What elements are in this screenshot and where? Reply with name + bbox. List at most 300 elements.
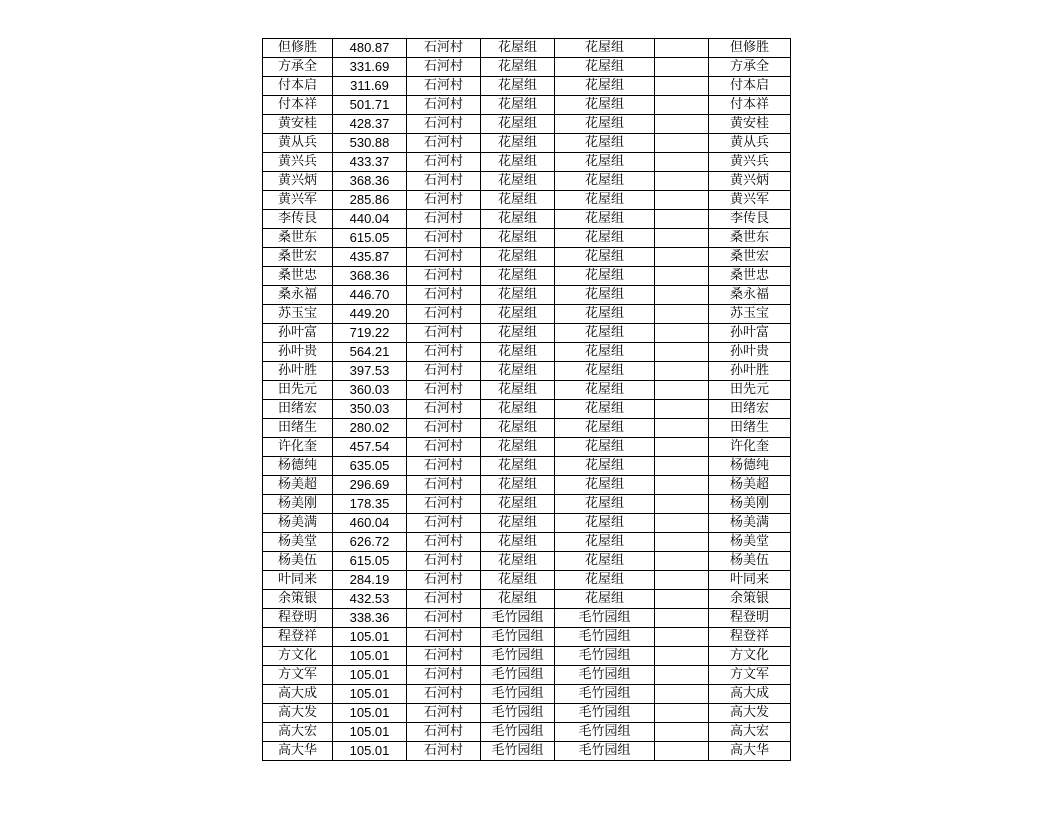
name-cell: 杨美伍 <box>263 552 333 571</box>
group-cell-2: 花屋组 <box>555 362 655 381</box>
name-cell-2: 程登明 <box>709 609 791 628</box>
village-cell: 石河村 <box>407 229 481 248</box>
name-cell-2: 付本启 <box>709 77 791 96</box>
village-cell: 石河村 <box>407 77 481 96</box>
name-cell-2: 孙叶胜 <box>709 362 791 381</box>
area-cell: 360.03 <box>333 381 407 400</box>
group-cell-2: 花屋组 <box>555 267 655 286</box>
group-cell-2: 花屋组 <box>555 533 655 552</box>
blank-cell <box>655 495 709 514</box>
name-cell: 黄安桂 <box>263 115 333 134</box>
group-cell: 花屋组 <box>481 267 555 286</box>
area-cell: 311.69 <box>333 77 407 96</box>
name-cell-2: 高大发 <box>709 704 791 723</box>
blank-cell <box>655 229 709 248</box>
name-cell: 黄兴兵 <box>263 153 333 172</box>
blank-cell <box>655 723 709 742</box>
name-cell-2: 黄从兵 <box>709 134 791 153</box>
group-cell: 花屋组 <box>481 172 555 191</box>
area-cell: 178.35 <box>333 495 407 514</box>
name-cell-2: 余策银 <box>709 590 791 609</box>
name-cell: 桑世忠 <box>263 267 333 286</box>
area-cell: 368.36 <box>333 267 407 286</box>
area-cell: 105.01 <box>333 723 407 742</box>
blank-cell <box>655 666 709 685</box>
blank-cell <box>655 533 709 552</box>
group-cell: 花屋组 <box>481 153 555 172</box>
group-cell: 花屋组 <box>481 210 555 229</box>
village-cell: 石河村 <box>407 115 481 134</box>
name-cell-2: 苏玉宝 <box>709 305 791 324</box>
group-cell: 花屋组 <box>481 39 555 58</box>
area-cell: 331.69 <box>333 58 407 77</box>
table-row <box>263 723 791 742</box>
name-cell: 桑世东 <box>263 229 333 248</box>
table-row <box>263 571 791 590</box>
group-cell-2: 花屋组 <box>555 96 655 115</box>
name-cell: 黄兴军 <box>263 191 333 210</box>
group-cell-2: 毛竹园组 <box>555 704 655 723</box>
name-cell: 方文军 <box>263 666 333 685</box>
name-cell: 许化奎 <box>263 438 333 457</box>
table-row <box>263 210 791 229</box>
name-cell: 杨美满 <box>263 514 333 533</box>
village-cell: 石河村 <box>407 457 481 476</box>
area-cell: 530.88 <box>333 134 407 153</box>
village-cell: 石河村 <box>407 343 481 362</box>
table-row <box>263 286 791 305</box>
name-cell-2: 方承全 <box>709 58 791 77</box>
name-cell: 杨德纯 <box>263 457 333 476</box>
name-cell: 田绪生 <box>263 419 333 438</box>
group-cell-2: 毛竹园组 <box>555 609 655 628</box>
table-body <box>263 39 791 761</box>
area-cell: 635.05 <box>333 457 407 476</box>
name-cell-2: 但修胜 <box>709 39 791 58</box>
blank-cell <box>655 704 709 723</box>
village-cell: 石河村 <box>407 438 481 457</box>
village-cell: 石河村 <box>407 286 481 305</box>
table-row <box>263 172 791 191</box>
blank-cell <box>655 514 709 533</box>
group-cell: 花屋组 <box>481 248 555 267</box>
village-cell: 石河村 <box>407 39 481 58</box>
area-cell: 564.21 <box>333 343 407 362</box>
blank-cell <box>655 476 709 495</box>
area-cell: 433.37 <box>333 153 407 172</box>
name-cell: 田先元 <box>263 381 333 400</box>
blank-cell <box>655 343 709 362</box>
name-cell: 杨美刚 <box>263 495 333 514</box>
group-cell: 花屋组 <box>481 533 555 552</box>
group-cell-2: 花屋组 <box>555 191 655 210</box>
name-cell-2: 桑世东 <box>709 229 791 248</box>
group-cell-2: 花屋组 <box>555 305 655 324</box>
blank-cell <box>655 552 709 571</box>
area-cell: 457.54 <box>333 438 407 457</box>
name-cell: 桑世宏 <box>263 248 333 267</box>
village-cell: 石河村 <box>407 134 481 153</box>
area-cell: 460.04 <box>333 514 407 533</box>
table-row <box>263 267 791 286</box>
table-row <box>263 419 791 438</box>
group-cell-2: 花屋组 <box>555 134 655 153</box>
blank-cell <box>655 685 709 704</box>
group-cell-2: 花屋组 <box>555 210 655 229</box>
area-cell: 615.05 <box>333 552 407 571</box>
village-cell: 石河村 <box>407 533 481 552</box>
area-cell: 280.02 <box>333 419 407 438</box>
table-row <box>263 685 791 704</box>
area-cell: 338.36 <box>333 609 407 628</box>
village-cell: 石河村 <box>407 476 481 495</box>
group-cell-2: 花屋组 <box>555 115 655 134</box>
group-cell: 花屋组 <box>481 115 555 134</box>
name-cell: 李传艮 <box>263 210 333 229</box>
village-cell: 石河村 <box>407 267 481 286</box>
name-cell: 高大成 <box>263 685 333 704</box>
table-row <box>263 476 791 495</box>
name-cell: 程登祥 <box>263 628 333 647</box>
name-cell-2: 孙叶贵 <box>709 343 791 362</box>
name-cell-2: 杨美堂 <box>709 533 791 552</box>
group-cell: 花屋组 <box>481 286 555 305</box>
village-cell: 石河村 <box>407 58 481 77</box>
table-row <box>263 742 791 761</box>
data-table <box>262 38 791 761</box>
blank-cell <box>655 400 709 419</box>
group-cell-2: 花屋组 <box>555 229 655 248</box>
group-cell-2: 花屋组 <box>555 248 655 267</box>
group-cell-2: 毛竹园组 <box>555 628 655 647</box>
village-cell: 石河村 <box>407 191 481 210</box>
village-cell: 石河村 <box>407 571 481 590</box>
table-row <box>263 381 791 400</box>
blank-cell <box>655 96 709 115</box>
name-cell-2: 方文化 <box>709 647 791 666</box>
area-cell: 105.01 <box>333 704 407 723</box>
group-cell: 毛竹园组 <box>481 723 555 742</box>
village-cell: 石河村 <box>407 248 481 267</box>
name-cell-2: 高大成 <box>709 685 791 704</box>
table-row <box>263 229 791 248</box>
table-row <box>263 438 791 457</box>
group-cell: 花屋组 <box>481 96 555 115</box>
name-cell: 付本启 <box>263 77 333 96</box>
name-cell: 黄从兵 <box>263 134 333 153</box>
area-cell: 615.05 <box>333 229 407 248</box>
table-row <box>263 704 791 723</box>
group-cell: 花屋组 <box>481 324 555 343</box>
group-cell-2: 毛竹园组 <box>555 666 655 685</box>
name-cell-2: 高大宏 <box>709 723 791 742</box>
blank-cell <box>655 438 709 457</box>
blank-cell <box>655 362 709 381</box>
name-cell: 孙叶富 <box>263 324 333 343</box>
group-cell-2: 花屋组 <box>555 324 655 343</box>
name-cell: 付本祥 <box>263 96 333 115</box>
blank-cell <box>655 58 709 77</box>
blank-cell <box>655 628 709 647</box>
table-row <box>263 590 791 609</box>
group-cell-2: 毛竹园组 <box>555 685 655 704</box>
group-cell-2: 花屋组 <box>555 457 655 476</box>
group-cell: 花屋组 <box>481 571 555 590</box>
group-cell-2: 花屋组 <box>555 58 655 77</box>
table-row <box>263 533 791 552</box>
name-cell-2: 田绪生 <box>709 419 791 438</box>
name-cell: 杨美堂 <box>263 533 333 552</box>
name-cell: 余策银 <box>263 590 333 609</box>
area-cell: 105.01 <box>333 666 407 685</box>
group-cell: 花屋组 <box>481 229 555 248</box>
table-row <box>263 514 791 533</box>
blank-cell <box>655 647 709 666</box>
group-cell-2: 花屋组 <box>555 438 655 457</box>
group-cell: 花屋组 <box>481 134 555 153</box>
name-cell: 但修胜 <box>263 39 333 58</box>
name-cell: 叶同来 <box>263 571 333 590</box>
group-cell-2: 毛竹园组 <box>555 742 655 761</box>
name-cell: 孙叶贵 <box>263 343 333 362</box>
group-cell: 花屋组 <box>481 457 555 476</box>
area-cell: 626.72 <box>333 533 407 552</box>
name-cell-2: 孙叶富 <box>709 324 791 343</box>
name-cell-2: 黄兴兵 <box>709 153 791 172</box>
name-cell: 高大发 <box>263 704 333 723</box>
village-cell: 石河村 <box>407 647 481 666</box>
name-cell-2: 杨美刚 <box>709 495 791 514</box>
table-row <box>263 248 791 267</box>
group-cell: 毛竹园组 <box>481 609 555 628</box>
table-row <box>263 58 791 77</box>
group-cell-2: 花屋组 <box>555 343 655 362</box>
village-cell: 石河村 <box>407 609 481 628</box>
group-cell-2: 花屋组 <box>555 39 655 58</box>
group-cell: 毛竹园组 <box>481 685 555 704</box>
table-row <box>263 666 791 685</box>
name-cell-2: 桑世忠 <box>709 267 791 286</box>
group-cell: 花屋组 <box>481 590 555 609</box>
name-cell-2: 杨德纯 <box>709 457 791 476</box>
area-cell: 105.01 <box>333 742 407 761</box>
group-cell: 花屋组 <box>481 343 555 362</box>
table-row <box>263 305 791 324</box>
group-cell-2: 毛竹园组 <box>555 723 655 742</box>
table-row <box>263 96 791 115</box>
name-cell-2: 田绪宏 <box>709 400 791 419</box>
group-cell: 花屋组 <box>481 191 555 210</box>
group-cell: 毛竹园组 <box>481 666 555 685</box>
group-cell: 花屋组 <box>481 552 555 571</box>
village-cell: 石河村 <box>407 153 481 172</box>
area-cell: 432.53 <box>333 590 407 609</box>
name-cell-2: 杨美满 <box>709 514 791 533</box>
table-row <box>263 457 791 476</box>
blank-cell <box>655 305 709 324</box>
village-cell: 石河村 <box>407 723 481 742</box>
name-cell-2: 李传艮 <box>709 210 791 229</box>
table-row <box>263 552 791 571</box>
blank-cell <box>655 134 709 153</box>
village-cell: 石河村 <box>407 400 481 419</box>
name-cell-2: 杨美超 <box>709 476 791 495</box>
village-cell: 石河村 <box>407 210 481 229</box>
blank-cell <box>655 609 709 628</box>
name-cell: 高大华 <box>263 742 333 761</box>
blank-cell <box>655 381 709 400</box>
name-cell-2: 黄兴炳 <box>709 172 791 191</box>
blank-cell <box>655 571 709 590</box>
blank-cell <box>655 267 709 286</box>
group-cell-2: 花屋组 <box>555 381 655 400</box>
name-cell-2: 桑永福 <box>709 286 791 305</box>
group-cell-2: 花屋组 <box>555 495 655 514</box>
village-cell: 石河村 <box>407 381 481 400</box>
name-cell-2: 田先元 <box>709 381 791 400</box>
blank-cell <box>655 115 709 134</box>
name-cell: 孙叶胜 <box>263 362 333 381</box>
blank-cell <box>655 324 709 343</box>
area-cell: 440.04 <box>333 210 407 229</box>
table-row <box>263 77 791 96</box>
group-cell-2: 花屋组 <box>555 172 655 191</box>
group-cell-2: 毛竹园组 <box>555 647 655 666</box>
group-cell: 花屋组 <box>481 476 555 495</box>
name-cell: 黄兴炳 <box>263 172 333 191</box>
area-cell: 284.19 <box>333 571 407 590</box>
blank-cell <box>655 419 709 438</box>
table-row <box>263 628 791 647</box>
blank-cell <box>655 590 709 609</box>
table-row <box>263 495 791 514</box>
name-cell: 杨美超 <box>263 476 333 495</box>
name-cell-2: 付本祥 <box>709 96 791 115</box>
name-cell-2: 叶同来 <box>709 571 791 590</box>
blank-cell <box>655 172 709 191</box>
blank-cell <box>655 742 709 761</box>
group-cell: 花屋组 <box>481 362 555 381</box>
village-cell: 石河村 <box>407 324 481 343</box>
table-row <box>263 324 791 343</box>
group-cell: 花屋组 <box>481 419 555 438</box>
table-row <box>263 400 791 419</box>
name-cell-2: 杨美伍 <box>709 552 791 571</box>
name-cell: 田绪宏 <box>263 400 333 419</box>
name-cell-2: 许化奎 <box>709 438 791 457</box>
area-cell: 350.03 <box>333 400 407 419</box>
group-cell: 毛竹园组 <box>481 704 555 723</box>
name-cell: 桑永福 <box>263 286 333 305</box>
village-cell: 石河村 <box>407 552 481 571</box>
group-cell-2: 花屋组 <box>555 571 655 590</box>
name-cell: 高大宏 <box>263 723 333 742</box>
name-cell-2: 黄兴军 <box>709 191 791 210</box>
group-cell: 花屋组 <box>481 495 555 514</box>
village-cell: 石河村 <box>407 514 481 533</box>
area-cell: 428.37 <box>333 115 407 134</box>
name-cell-2: 高大华 <box>709 742 791 761</box>
area-cell: 501.71 <box>333 96 407 115</box>
group-cell: 花屋组 <box>481 305 555 324</box>
name-cell: 方承全 <box>263 58 333 77</box>
village-cell: 石河村 <box>407 172 481 191</box>
village-cell: 石河村 <box>407 305 481 324</box>
village-cell: 石河村 <box>407 590 481 609</box>
name-cell-2: 黄安桂 <box>709 115 791 134</box>
area-cell: 719.22 <box>333 324 407 343</box>
blank-cell <box>655 286 709 305</box>
village-cell: 石河村 <box>407 362 481 381</box>
group-cell-2: 花屋组 <box>555 476 655 495</box>
name-cell-2: 程登祥 <box>709 628 791 647</box>
table-row <box>263 343 791 362</box>
group-cell-2: 花屋组 <box>555 153 655 172</box>
name-cell-2: 桑世宏 <box>709 248 791 267</box>
table-row <box>263 362 791 381</box>
table-row <box>263 609 791 628</box>
blank-cell <box>655 39 709 58</box>
blank-cell <box>655 248 709 267</box>
table-row <box>263 647 791 666</box>
group-cell-2: 花屋组 <box>555 77 655 96</box>
group-cell: 毛竹园组 <box>481 742 555 761</box>
group-cell: 花屋组 <box>481 381 555 400</box>
village-cell: 石河村 <box>407 495 481 514</box>
area-cell: 397.53 <box>333 362 407 381</box>
blank-cell <box>655 210 709 229</box>
name-cell: 方文化 <box>263 647 333 666</box>
group-cell-2: 花屋组 <box>555 286 655 305</box>
group-cell: 花屋组 <box>481 400 555 419</box>
name-cell: 程登明 <box>263 609 333 628</box>
group-cell: 毛竹园组 <box>481 628 555 647</box>
blank-cell <box>655 77 709 96</box>
village-cell: 石河村 <box>407 742 481 761</box>
name-cell-2: 方文军 <box>709 666 791 685</box>
area-cell: 296.69 <box>333 476 407 495</box>
village-cell: 石河村 <box>407 628 481 647</box>
table-row <box>263 153 791 172</box>
area-cell: 449.20 <box>333 305 407 324</box>
village-cell: 石河村 <box>407 96 481 115</box>
group-cell: 花屋组 <box>481 514 555 533</box>
area-cell: 480.87 <box>333 39 407 58</box>
village-cell: 石河村 <box>407 685 481 704</box>
blank-cell <box>655 153 709 172</box>
name-cell: 苏玉宝 <box>263 305 333 324</box>
group-cell: 花屋组 <box>481 77 555 96</box>
group-cell-2: 花屋组 <box>555 400 655 419</box>
group-cell-2: 花屋组 <box>555 590 655 609</box>
area-cell: 435.87 <box>333 248 407 267</box>
group-cell-2: 花屋组 <box>555 419 655 438</box>
area-cell: 105.01 <box>333 628 407 647</box>
table-row <box>263 191 791 210</box>
group-cell: 毛竹园组 <box>481 647 555 666</box>
area-cell: 446.70 <box>333 286 407 305</box>
village-cell: 石河村 <box>407 704 481 723</box>
table-row <box>263 115 791 134</box>
village-cell: 石河村 <box>407 666 481 685</box>
area-cell: 285.86 <box>333 191 407 210</box>
village-cell: 石河村 <box>407 419 481 438</box>
blank-cell <box>655 191 709 210</box>
group-cell-2: 花屋组 <box>555 514 655 533</box>
table-row <box>263 134 791 153</box>
group-cell: 花屋组 <box>481 58 555 77</box>
blank-cell <box>655 457 709 476</box>
